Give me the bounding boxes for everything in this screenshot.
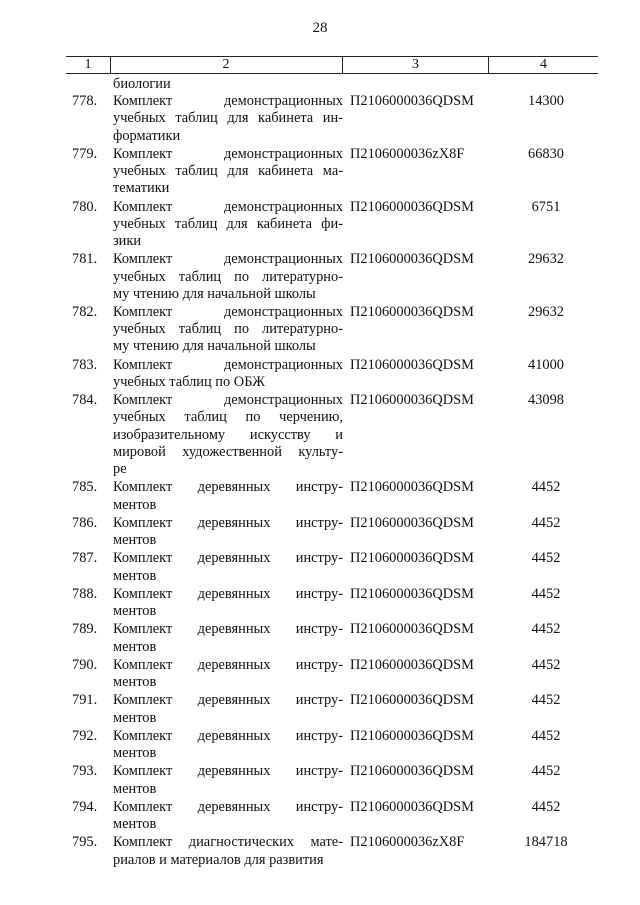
item-description (113, 357, 343, 391)
item-code: П2106000036QDSM (350, 479, 474, 496)
description-line: ментов (113, 638, 157, 655)
item-code: П2106000036QDSM (350, 798, 474, 815)
description-line: ментов (113, 496, 157, 513)
row-number: 795. (72, 834, 98, 851)
description-line: риалов и материалов для развития (113, 851, 324, 868)
item-code: П2106000036QDSM (350, 93, 474, 110)
item-code: П2106000036QDSM (350, 621, 474, 638)
item-description (113, 799, 343, 833)
description-line: зики (113, 233, 142, 249)
item-price: 4452 (531, 798, 561, 815)
item-description (113, 763, 343, 797)
item-code: П2106000036zX8F (350, 834, 465, 851)
item-code: П2106000036QDSM (350, 550, 474, 567)
item-code: П2106000036QDSM (350, 585, 474, 602)
item-code: П2106000036QDSM (350, 198, 474, 215)
description-line: Комплект деревянных инстру- (113, 585, 343, 602)
row-number: 790. (72, 656, 98, 673)
description-line: ментов (113, 816, 157, 832)
description-line: му чтению для начальной школы (113, 285, 316, 302)
row-number: 784. (72, 392, 98, 409)
item-code: П2106000036QDSM (350, 727, 474, 744)
description-line: Комплект деревянных инстру- (113, 656, 343, 673)
description-line: учебных таблиц по ОБЖ (113, 373, 265, 390)
description-line: ментов (113, 532, 157, 548)
item-price: 4452 (531, 479, 561, 496)
item-code: П2106000036zX8F (350, 145, 465, 162)
row-number: 787. (72, 550, 98, 567)
item-code: П2106000036QDSM (350, 763, 474, 780)
description-line: Комплект деревянных инстру- (113, 550, 343, 567)
item-price: 4452 (531, 550, 561, 567)
item-price: 4452 (531, 514, 561, 531)
description-line: мировой художественной культу- (113, 443, 343, 460)
description-line: ментов (113, 780, 157, 797)
description-line: учебных таблиц для кабинета фи- (113, 215, 343, 232)
row-number: 779. (72, 145, 98, 162)
row-number: 786. (72, 514, 98, 531)
item-description (113, 621, 343, 655)
description-line: форматики (113, 127, 181, 144)
item-price: 4452 (531, 727, 561, 744)
description-line: Комплект диагностических мате- (113, 834, 343, 851)
item-code: П2106000036QDSM (350, 514, 474, 531)
item-description (113, 199, 343, 251)
item-price: 29632 (528, 304, 564, 320)
item-description (113, 586, 343, 620)
item-description (113, 728, 343, 762)
item-description (113, 392, 343, 478)
item-description (113, 479, 343, 513)
item-code: П2106000036QDSM (350, 656, 474, 673)
row-number: 789. (72, 621, 98, 638)
table-header (66, 56, 598, 74)
item-price: 4452 (531, 585, 561, 602)
item-price: 4452 (531, 621, 561, 638)
description-line: Комплект деревянных инстру- (113, 621, 343, 638)
description-line: Комплект демонстрационных (113, 356, 343, 373)
item-code: П2106000036QDSM (350, 692, 474, 709)
item-code: П2106000036QDSM (350, 392, 474, 409)
item-description (113, 657, 343, 691)
description-line: му чтению для начальной школы (113, 338, 316, 355)
description-line: Комплект демонстрационных (113, 251, 343, 268)
row-number: 788. (72, 585, 98, 602)
column-header-2: 2 (222, 57, 230, 72)
item-code: П2106000036QDSM (350, 304, 474, 320)
row-number: 794. (72, 798, 98, 815)
description-line: учебных таблиц для кабинета ин- (113, 110, 343, 127)
item-description (113, 251, 343, 303)
description-line: Комплект деревянных инстру- (113, 479, 343, 496)
description-line: ре (113, 461, 127, 477)
item-description (113, 550, 343, 584)
description-line: ментов (113, 745, 157, 761)
item-description (113, 146, 343, 198)
description-line: Комплект демонстрационных (113, 304, 343, 320)
continuation-text: биологии (113, 76, 171, 92)
description-line: Комплект деревянных инстру- (113, 798, 343, 815)
row-number: 778. (72, 93, 98, 110)
item-code: П2106000036QDSM (350, 251, 474, 268)
row-number: 782. (72, 304, 98, 320)
item-description (113, 834, 343, 868)
description-line: Комплект демонстрационных (113, 93, 343, 110)
item-price: 66830 (528, 145, 564, 162)
item-price: 6751 (531, 198, 561, 215)
item-price: 14300 (528, 93, 564, 110)
description-line: учебных таблиц по черчению, (113, 409, 343, 426)
description-line: изобразительному искусству и (113, 426, 343, 443)
item-description (113, 304, 343, 356)
column-header-3: 3 (412, 57, 419, 72)
row-number: 791. (72, 692, 98, 709)
description-line: Комплект демонстрационных (113, 145, 343, 162)
description-line: учебных таблиц по литературно- (113, 268, 343, 285)
description-line: ментов (113, 603, 157, 619)
description-line: учебных таблиц по литературно- (113, 321, 343, 338)
column-header-4: 4 (540, 57, 547, 72)
item-price: 4452 (531, 656, 561, 673)
item-price: 29632 (528, 251, 564, 268)
row-number: 793. (72, 763, 98, 780)
item-description (113, 515, 343, 549)
description-line: Комплект деревянных инстру- (113, 514, 343, 531)
row-number: 780. (72, 198, 98, 215)
description-line: Комплект деревянных инстру- (113, 727, 343, 744)
item-price: 4452 (531, 692, 561, 709)
description-line: ментов (113, 567, 157, 584)
description-line: ментов (113, 674, 157, 690)
row-number: 785. (72, 479, 98, 496)
description-line: Комплект деревянных инстру- (113, 763, 343, 780)
description-line: тематики (113, 180, 170, 197)
description-line: ментов (113, 709, 157, 726)
description-line: Комплект деревянных инстру- (113, 692, 343, 709)
item-code: П2106000036QDSM (350, 356, 474, 373)
row-number: 783. (72, 356, 98, 373)
item-price: 184718 (524, 834, 568, 851)
row-number: 792. (72, 727, 98, 744)
page-number: 28 (312, 20, 328, 36)
column-header-1: 1 (84, 57, 92, 72)
description-line: Комплект демонстрационных (113, 392, 343, 409)
item-description (113, 93, 343, 145)
row-number: 781. (72, 251, 98, 268)
item-description (113, 692, 343, 726)
item-price: 43098 (528, 392, 564, 409)
description-line: учебных таблиц для кабинета ма- (113, 163, 343, 180)
item-price: 41000 (528, 356, 564, 373)
description-line: Комплект демонстрационных (113, 198, 343, 215)
item-price: 4452 (531, 763, 561, 780)
